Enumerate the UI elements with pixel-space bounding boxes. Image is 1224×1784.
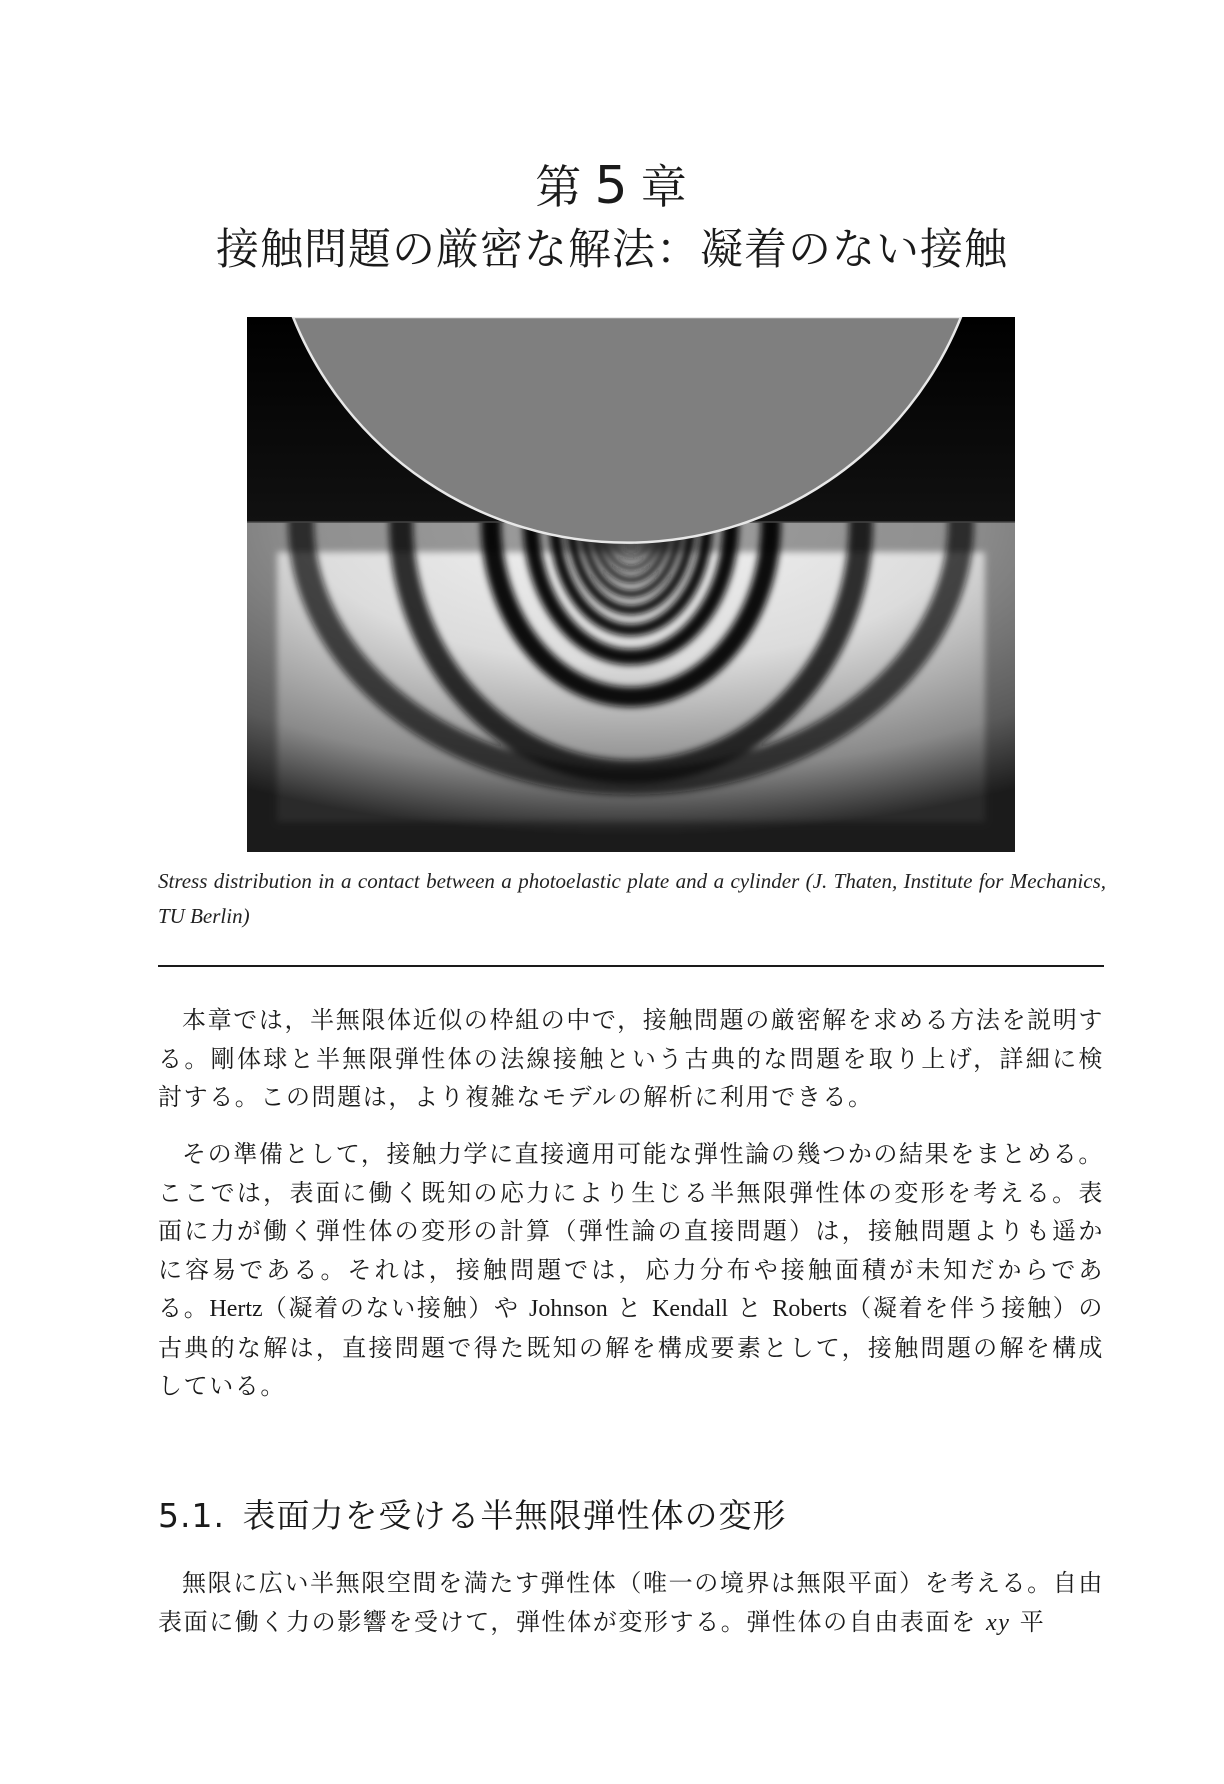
intro-p2-text-d: と	[737, 1294, 764, 1322]
section-heading	[158, 1492, 786, 1540]
section-title: 表面力を受ける半無限弾性体の変形	[242, 1496, 787, 1535]
section-paragraph-1-text	[158, 1564, 1104, 1642]
section-p1-text-a: 無限に広い半無限空間を満たす弾性体（唯一の境界は無限平面）を考える。自由表面に働く力の影響を受けて，弾性体が変形する。弾性体の自由表面を	[158, 1569, 1104, 1636]
chapter-label-prefix: 第	[535, 160, 584, 214]
name-roberts: Roberts	[772, 1296, 848, 1322]
horizontal-rule	[158, 965, 1104, 967]
photoelastic-stress-photo	[247, 317, 1015, 852]
section-number: 5.1.	[158, 1496, 225, 1535]
intro-paragraph-2	[158, 1135, 1104, 1406]
intro-paragraph-2-text	[158, 1135, 1104, 1406]
math-xy: xy	[985, 1609, 1011, 1636]
intro-paragraph-1-text: 本章では，半無限体近似の枠組の中で，接触問題の厳密解を求める方法を説明する。剛体球と半無限弾性体の法線接触という古典的な問題を取り上げ，詳細に検討する。この問題は，より複雑なモデルの解析に利用できる。	[158, 1006, 1104, 1111]
name-kendall: Kendall	[652, 1296, 729, 1322]
section-paragraph-1	[158, 1564, 1104, 1642]
intro-p2-text-e: （凝着を伴う接触）の古典的な解は，直接問題で得た既知の解を構成要素として，接触問題の解を構成している。	[158, 1294, 1105, 1400]
intro-p2-text-a: その準備として，接触力学に直接適用可能な弾性論の幾つかの結果をまとめる。ここでは，表面に働く既知の応力により生じる半無限弾性体の変形を考える。表面に力が働く弾性体の変形の計算（弾性論の直接問題）は，接触問題よりも遥かに容易である。それは，接触問題では，応力分布や接触面積が未知だからである。	[158, 1140, 1104, 1322]
name-johnson: Johnson	[529, 1296, 608, 1322]
intro-paragraph-1	[158, 1001, 1104, 1117]
chapter-number-digit: 5	[594, 156, 630, 216]
figure-caption: Stress distribution in a contact between a photoelastic plate and a cylinder (J. Thaten, Institute for Mechanics, TU Berlin)	[158, 869, 1106, 928]
name-hertz: Hertz	[209, 1296, 263, 1322]
intro-p2-text-b: （凝着のない接触）や	[262, 1294, 520, 1322]
intro-p2-text-c: と	[617, 1294, 643, 1322]
chapter-number	[0, 156, 1224, 217]
chapter-label-suffix: 章	[640, 160, 689, 214]
chapter-title: 接触問題の厳密な解法：凝着のない接触	[216, 225, 1008, 275]
section-p1-text-b: 平	[1019, 1607, 1046, 1636]
